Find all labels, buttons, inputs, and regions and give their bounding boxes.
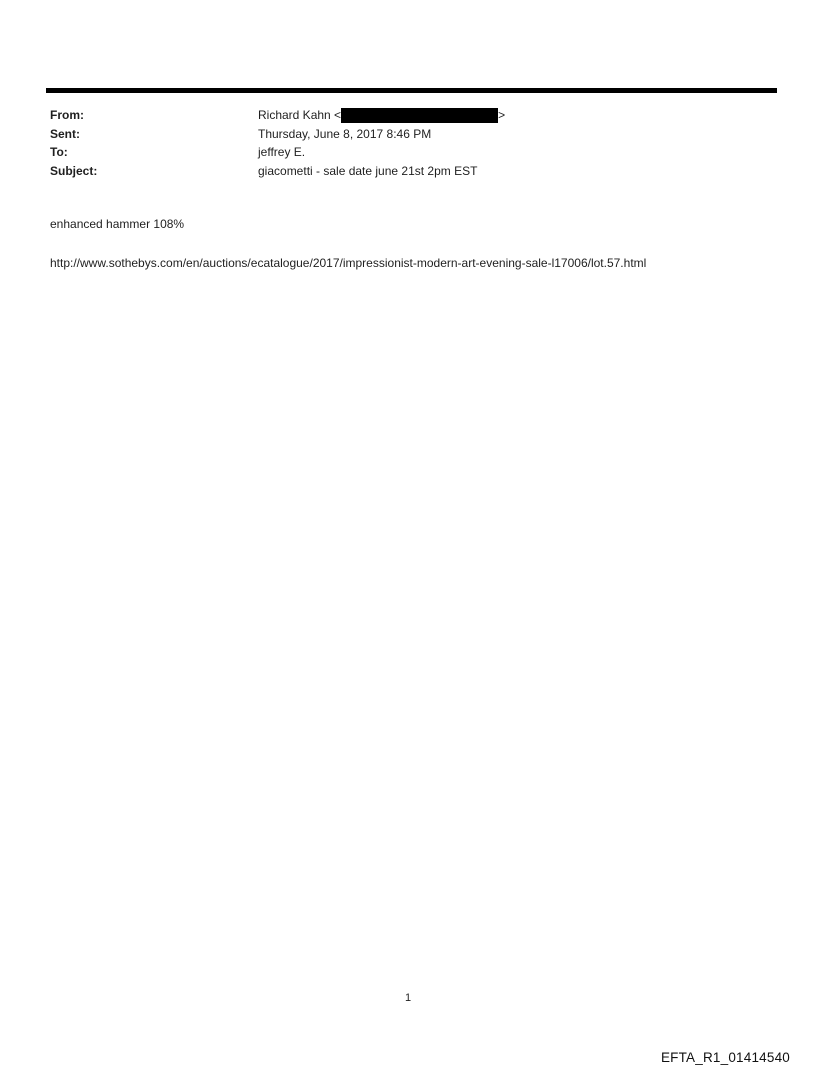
email-body-line: enhanced hammer 108% bbox=[50, 217, 185, 231]
sent-label: Sent: bbox=[50, 126, 80, 141]
to-label: To: bbox=[50, 145, 68, 160]
sent-value: Thursday, June 8, 2017 8:46 PM bbox=[258, 126, 432, 141]
sothebys-lot-url[interactable]: http://www.sothebys.com/en/auctions/ecatalogue/2017/impressionist-modern-art-evening-sale-l17006/lot.57.html bbox=[50, 256, 647, 270]
sent-row bbox=[50, 125, 750, 144]
email-header bbox=[50, 106, 750, 181]
to-row bbox=[50, 143, 750, 162]
subject-row bbox=[50, 162, 750, 181]
subject-value: giacometti - sale date june 21st 2pm EST bbox=[258, 164, 478, 179]
page-number: 1 bbox=[404, 992, 412, 1004]
from-value-prefix: Richard Kahn < bbox=[258, 108, 342, 122]
from-label: From: bbox=[50, 108, 84, 122]
to-value: jeffrey E. bbox=[258, 145, 306, 160]
from-value-suffix: > bbox=[498, 108, 506, 122]
subject-label: Subject: bbox=[50, 164, 98, 179]
bates-number: EFTA_R1_01414540 bbox=[660, 1050, 790, 1065]
header-divider-rule bbox=[46, 88, 777, 93]
redaction-bar bbox=[341, 108, 498, 123]
from-row bbox=[50, 106, 750, 125]
from-value bbox=[258, 106, 505, 125]
